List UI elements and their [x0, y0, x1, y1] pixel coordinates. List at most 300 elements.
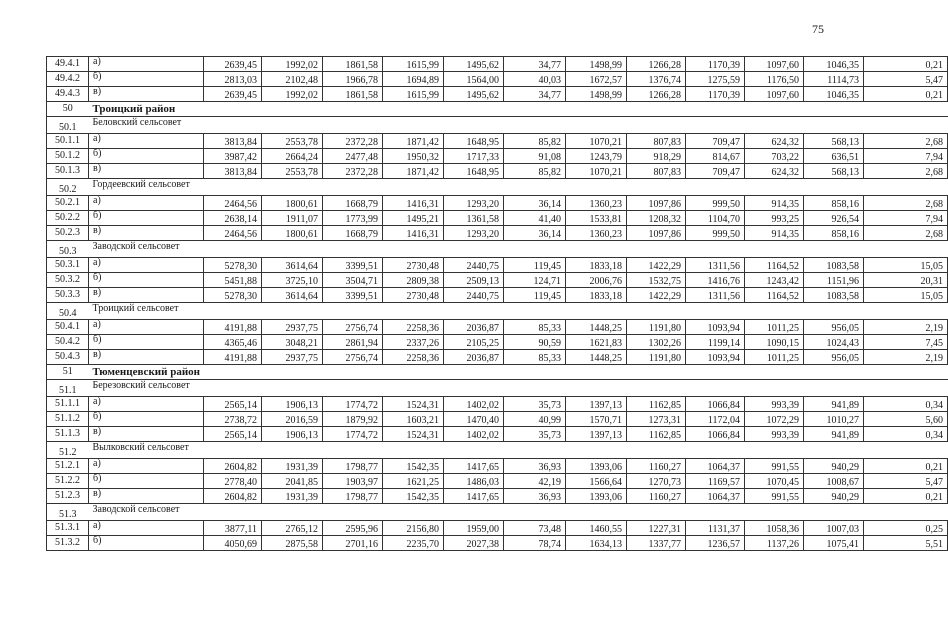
value-cell: 2730,48: [383, 288, 444, 303]
value-cell: 1090,15: [745, 335, 804, 350]
value-cell: 3504,71: [323, 273, 383, 288]
row-variant: в): [89, 427, 204, 442]
council-name: Березовский сельсовет: [89, 380, 948, 397]
value-cell: 814,67: [686, 149, 745, 164]
value-cell: 1093,94: [686, 320, 745, 335]
district-row: [47, 365, 948, 380]
value-cell: 1694,89: [383, 72, 444, 87]
table-row: [47, 427, 948, 442]
value-cell: 1064,37: [686, 489, 745, 504]
value-cell: 1774,72: [323, 427, 383, 442]
value-cell: 2036,87: [444, 350, 504, 365]
value-cell: 709,47: [686, 164, 745, 179]
value-cell: 2,68: [864, 226, 948, 241]
council-row: [47, 504, 948, 521]
value-cell: 1397,13: [566, 427, 627, 442]
value-cell: 1906,13: [262, 397, 323, 412]
value-cell: 1495,21: [383, 211, 444, 226]
value-cell: 5,51: [864, 536, 948, 551]
row-code: 50.2.1: [47, 196, 89, 211]
value-cell: 2875,58: [262, 536, 323, 551]
value-cell: 1648,95: [444, 164, 504, 179]
value-cell: 1311,56: [686, 258, 745, 273]
value-cell: 42,19: [504, 474, 566, 489]
value-cell: 1024,43: [804, 335, 864, 350]
table-row: [47, 211, 948, 226]
value-cell: 914,35: [745, 226, 804, 241]
value-cell: 1083,58: [804, 288, 864, 303]
value-cell: 78,74: [504, 536, 566, 551]
row-code: 49.4.3: [47, 87, 89, 102]
value-cell: 124,71: [504, 273, 566, 288]
value-cell: 5451,88: [204, 273, 262, 288]
table-row: [47, 489, 948, 504]
value-cell: 3614,64: [262, 288, 323, 303]
row-code: 50.1.3: [47, 164, 89, 179]
value-cell: 568,13: [804, 134, 864, 149]
section-code: 51.1: [47, 380, 89, 397]
value-cell: 1097,60: [745, 87, 804, 102]
value-cell: 991,55: [745, 459, 804, 474]
value-cell: 1164,52: [745, 258, 804, 273]
value-cell: 2861,94: [323, 335, 383, 350]
tariff-table: [46, 56, 948, 551]
row-code: 51.2.3: [47, 489, 89, 504]
value-cell: 993,39: [745, 427, 804, 442]
value-cell: 1417,65: [444, 489, 504, 504]
value-cell: 1566,64: [566, 474, 627, 489]
table-row: [47, 164, 948, 179]
value-cell: 807,83: [627, 164, 686, 179]
value-cell: 1861,58: [323, 57, 383, 72]
row-variant: в): [89, 489, 204, 504]
value-cell: 119,45: [504, 288, 566, 303]
value-cell: 3399,51: [323, 288, 383, 303]
value-cell: 20,31: [864, 273, 948, 288]
row-variant: в): [89, 288, 204, 303]
value-cell: 1422,29: [627, 288, 686, 303]
council-row: [47, 442, 948, 459]
value-cell: 940,29: [804, 489, 864, 504]
value-cell: 4191,88: [204, 320, 262, 335]
district-name: Троицкий район: [89, 102, 948, 117]
value-cell: 1668,79: [323, 196, 383, 211]
value-cell: 1621,83: [566, 335, 627, 350]
value-cell: 2664,24: [262, 149, 323, 164]
value-cell: 1931,39: [262, 459, 323, 474]
value-cell: 2738,72: [204, 412, 262, 427]
council-name: Гордеевский сельсовет: [89, 179, 948, 196]
value-cell: 35,73: [504, 427, 566, 442]
value-cell: 1172,04: [686, 412, 745, 427]
value-cell: 858,16: [804, 226, 864, 241]
value-cell: 1542,35: [383, 459, 444, 474]
value-cell: 7,94: [864, 149, 948, 164]
row-variant: б): [89, 149, 204, 164]
council-row: [47, 241, 948, 258]
table-row: [47, 273, 948, 288]
value-cell: 85,82: [504, 164, 566, 179]
value-cell: 1170,39: [686, 87, 745, 102]
value-cell: 41,40: [504, 211, 566, 226]
value-cell: 1833,18: [566, 258, 627, 273]
row-variant: а): [89, 258, 204, 273]
table-row: [47, 134, 948, 149]
value-cell: 1066,84: [686, 427, 745, 442]
table-row: [47, 57, 948, 72]
value-cell: 0,21: [864, 87, 948, 102]
value-cell: 1533,81: [566, 211, 627, 226]
value-cell: 4050,69: [204, 536, 262, 551]
value-cell: 1542,35: [383, 489, 444, 504]
section-code: 51.2: [47, 442, 89, 459]
value-cell: 1208,32: [627, 211, 686, 226]
value-cell: 2565,14: [204, 427, 262, 442]
value-cell: 636,51: [804, 149, 864, 164]
value-cell: 703,22: [745, 149, 804, 164]
value-cell: 2258,36: [383, 350, 444, 365]
value-cell: 709,47: [686, 134, 745, 149]
value-cell: 40,03: [504, 72, 566, 87]
table-row: [47, 521, 948, 536]
district-row: [47, 102, 948, 117]
value-cell: 1191,80: [627, 320, 686, 335]
section-code: 51: [47, 365, 89, 380]
value-cell: 1717,33: [444, 149, 504, 164]
value-cell: 2041,85: [262, 474, 323, 489]
value-cell: 1093,94: [686, 350, 745, 365]
district-name: Тюменцевский район: [89, 365, 948, 380]
row-variant: б): [89, 273, 204, 288]
row-code: 49.4.1: [47, 57, 89, 72]
value-cell: 1066,84: [686, 397, 745, 412]
value-cell: 0,21: [864, 57, 948, 72]
value-cell: 1083,58: [804, 258, 864, 273]
council-name: Беловский сельсовет: [89, 117, 948, 134]
value-cell: 1311,56: [686, 288, 745, 303]
value-cell: 2937,75: [262, 350, 323, 365]
row-variant: б): [89, 335, 204, 350]
value-cell: 1495,62: [444, 57, 504, 72]
table-row: [47, 196, 948, 211]
row-code: 51.1.2: [47, 412, 89, 427]
value-cell: 1046,35: [804, 87, 864, 102]
value-cell: 1275,59: [686, 72, 745, 87]
value-cell: 1160,27: [627, 459, 686, 474]
value-cell: 3877,11: [204, 521, 262, 536]
value-cell: 1360,23: [566, 226, 627, 241]
row-variant: б): [89, 474, 204, 489]
value-cell: 1243,42: [745, 273, 804, 288]
row-variant: а): [89, 521, 204, 536]
row-variant: в): [89, 350, 204, 365]
value-cell: 7,94: [864, 211, 948, 226]
value-cell: 956,05: [804, 320, 864, 335]
value-cell: 1070,21: [566, 164, 627, 179]
value-cell: 1393,06: [566, 459, 627, 474]
value-cell: 90,59: [504, 335, 566, 350]
value-cell: 1879,92: [323, 412, 383, 427]
value-cell: 85,82: [504, 134, 566, 149]
value-cell: 1293,20: [444, 226, 504, 241]
value-cell: 2440,75: [444, 258, 504, 273]
value-cell: 2036,87: [444, 320, 504, 335]
row-code: 50.4.1: [47, 320, 89, 335]
value-cell: 2464,56: [204, 226, 262, 241]
value-cell: 2258,36: [383, 320, 444, 335]
value-cell: 2701,16: [323, 536, 383, 551]
value-cell: 1800,61: [262, 196, 323, 211]
value-cell: 2,68: [864, 164, 948, 179]
value-cell: 1170,39: [686, 57, 745, 72]
table-row: [47, 350, 948, 365]
value-cell: 1007,03: [804, 521, 864, 536]
value-cell: 36,93: [504, 459, 566, 474]
value-cell: 1668,79: [323, 226, 383, 241]
value-cell: 1397,13: [566, 397, 627, 412]
value-cell: 918,29: [627, 149, 686, 164]
value-cell: 1524,31: [383, 427, 444, 442]
value-cell: 2016,59: [262, 412, 323, 427]
value-cell: 2477,48: [323, 149, 383, 164]
table-row: [47, 72, 948, 87]
value-cell: 2464,56: [204, 196, 262, 211]
value-cell: 2102,48: [262, 72, 323, 87]
value-cell: 993,39: [745, 397, 804, 412]
value-cell: 2,19: [864, 320, 948, 335]
value-cell: 2730,48: [383, 258, 444, 273]
value-cell: 0,34: [864, 397, 948, 412]
value-cell: 807,83: [627, 134, 686, 149]
value-cell: 4191,88: [204, 350, 262, 365]
value-cell: 2372,28: [323, 164, 383, 179]
value-cell: 1266,28: [627, 57, 686, 72]
value-cell: 1293,20: [444, 196, 504, 211]
table-row: [47, 226, 948, 241]
value-cell: 1162,85: [627, 427, 686, 442]
value-cell: 1266,28: [627, 87, 686, 102]
value-cell: 1871,42: [383, 134, 444, 149]
value-cell: 3987,42: [204, 149, 262, 164]
value-cell: 1169,57: [686, 474, 745, 489]
council-name: Вылковский сельсовет: [89, 442, 948, 459]
value-cell: 1524,31: [383, 397, 444, 412]
section-code: 50.3: [47, 241, 89, 258]
value-cell: 1058,36: [745, 521, 804, 536]
value-cell: 1648,95: [444, 134, 504, 149]
value-cell: 2553,78: [262, 134, 323, 149]
value-cell: 1416,31: [383, 196, 444, 211]
value-cell: 1950,32: [383, 149, 444, 164]
value-cell: 1137,26: [745, 536, 804, 551]
value-cell: 1075,41: [804, 536, 864, 551]
row-code: 50.2.2: [47, 211, 89, 226]
value-cell: 1959,00: [444, 521, 504, 536]
row-code: 50.4.3: [47, 350, 89, 365]
value-cell: 85,33: [504, 320, 566, 335]
value-cell: 2604,82: [204, 459, 262, 474]
value-cell: 1570,71: [566, 412, 627, 427]
value-cell: 1360,23: [566, 196, 627, 211]
value-cell: 2235,70: [383, 536, 444, 551]
value-cell: 3813,84: [204, 164, 262, 179]
value-cell: 3048,21: [262, 335, 323, 350]
value-cell: 914,35: [745, 196, 804, 211]
value-cell: 36,14: [504, 226, 566, 241]
value-cell: 1270,73: [627, 474, 686, 489]
value-cell: 119,45: [504, 258, 566, 273]
row-code: 51.3.1: [47, 521, 89, 536]
value-cell: 1992,02: [262, 87, 323, 102]
value-cell: 0,34: [864, 427, 948, 442]
value-cell: 941,89: [804, 397, 864, 412]
value-cell: 1243,79: [566, 149, 627, 164]
value-cell: 34,77: [504, 57, 566, 72]
value-cell: 1532,75: [627, 273, 686, 288]
value-cell: 35,73: [504, 397, 566, 412]
value-cell: 858,16: [804, 196, 864, 211]
value-cell: 1564,00: [444, 72, 504, 87]
value-cell: 1470,40: [444, 412, 504, 427]
value-cell: 1010,27: [804, 412, 864, 427]
value-cell: 0,21: [864, 459, 948, 474]
value-cell: 40,99: [504, 412, 566, 427]
value-cell: 926,54: [804, 211, 864, 226]
value-cell: 1160,27: [627, 489, 686, 504]
value-cell: 1498,99: [566, 57, 627, 72]
value-cell: 991,55: [745, 489, 804, 504]
value-cell: 1070,45: [745, 474, 804, 489]
council-name: Троицкий сельсовет: [89, 303, 948, 320]
value-cell: 1402,02: [444, 397, 504, 412]
value-cell: 1966,78: [323, 72, 383, 87]
value-cell: 2105,25: [444, 335, 504, 350]
table-body: [47, 57, 948, 551]
value-cell: 2,68: [864, 134, 948, 149]
value-cell: 5,60: [864, 412, 948, 427]
row-code: 49.4.2: [47, 72, 89, 87]
value-cell: 956,05: [804, 350, 864, 365]
table-row: [47, 474, 948, 489]
value-cell: 2604,82: [204, 489, 262, 504]
row-variant: в): [89, 164, 204, 179]
value-cell: 1162,85: [627, 397, 686, 412]
row-variant: в): [89, 226, 204, 241]
value-cell: 2639,45: [204, 57, 262, 72]
value-cell: 1072,29: [745, 412, 804, 427]
value-cell: 2006,76: [566, 273, 627, 288]
value-cell: 1011,25: [745, 350, 804, 365]
value-cell: 2565,14: [204, 397, 262, 412]
value-cell: 1176,50: [745, 72, 804, 87]
value-cell: 1273,31: [627, 412, 686, 427]
value-cell: 1634,13: [566, 536, 627, 551]
value-cell: 2,68: [864, 196, 948, 211]
value-cell: 5,47: [864, 474, 948, 489]
value-cell: 1070,21: [566, 134, 627, 149]
value-cell: 2813,03: [204, 72, 262, 87]
value-cell: 940,29: [804, 459, 864, 474]
value-cell: 624,32: [745, 134, 804, 149]
value-cell: 36,14: [504, 196, 566, 211]
value-cell: 1402,02: [444, 427, 504, 442]
value-cell: 2337,26: [383, 335, 444, 350]
value-cell: 2638,14: [204, 211, 262, 226]
value-cell: 85,33: [504, 350, 566, 365]
row-code: 50.2.3: [47, 226, 89, 241]
value-cell: 2372,28: [323, 134, 383, 149]
value-cell: 2809,38: [383, 273, 444, 288]
value-cell: 2440,75: [444, 288, 504, 303]
value-cell: 1931,39: [262, 489, 323, 504]
table-row: [47, 536, 948, 551]
value-cell: 15,05: [864, 288, 948, 303]
value-cell: 1773,99: [323, 211, 383, 226]
value-cell: 1046,35: [804, 57, 864, 72]
value-cell: 1236,57: [686, 536, 745, 551]
row-code: 50.3.1: [47, 258, 89, 273]
council-row: [47, 179, 948, 196]
value-cell: 1871,42: [383, 164, 444, 179]
value-cell: 1131,37: [686, 521, 745, 536]
row-code: 50.3.2: [47, 273, 89, 288]
value-cell: 1151,96: [804, 273, 864, 288]
section-code: 50: [47, 102, 89, 117]
value-cell: 36,93: [504, 489, 566, 504]
value-cell: 3813,84: [204, 134, 262, 149]
row-variant: а): [89, 320, 204, 335]
value-cell: 2595,96: [323, 521, 383, 536]
value-cell: 4365,46: [204, 335, 262, 350]
value-cell: 1992,02: [262, 57, 323, 72]
value-cell: 1097,60: [745, 57, 804, 72]
value-cell: 3614,64: [262, 258, 323, 273]
row-variant: б): [89, 211, 204, 226]
value-cell: 1011,25: [745, 320, 804, 335]
value-cell: 1361,58: [444, 211, 504, 226]
value-cell: 1833,18: [566, 288, 627, 303]
value-cell: 1903,97: [323, 474, 383, 489]
council-name: Заводской сельсовет: [89, 241, 948, 258]
value-cell: 34,77: [504, 87, 566, 102]
value-cell: 2937,75: [262, 320, 323, 335]
value-cell: 999,50: [686, 226, 745, 241]
value-cell: 1615,99: [383, 87, 444, 102]
value-cell: 1337,77: [627, 536, 686, 551]
value-cell: 624,32: [745, 164, 804, 179]
row-code: 50.4.2: [47, 335, 89, 350]
value-cell: 2027,38: [444, 536, 504, 551]
table-row: [47, 459, 948, 474]
table-row: [47, 412, 948, 427]
value-cell: 1376,74: [627, 72, 686, 87]
value-cell: 1416,76: [686, 273, 745, 288]
value-cell: 1164,52: [745, 288, 804, 303]
value-cell: 1498,99: [566, 87, 627, 102]
value-cell: 3399,51: [323, 258, 383, 273]
value-cell: 1008,67: [804, 474, 864, 489]
value-cell: 1114,73: [804, 72, 864, 87]
value-cell: 1393,06: [566, 489, 627, 504]
value-cell: 2156,80: [383, 521, 444, 536]
row-variant: в): [89, 87, 204, 102]
row-variant: а): [89, 459, 204, 474]
table-row: [47, 320, 948, 335]
row-code: 51.3.2: [47, 536, 89, 551]
section-code: 50.1: [47, 117, 89, 134]
value-cell: 1448,25: [566, 350, 627, 365]
row-code: 51.1.1: [47, 397, 89, 412]
